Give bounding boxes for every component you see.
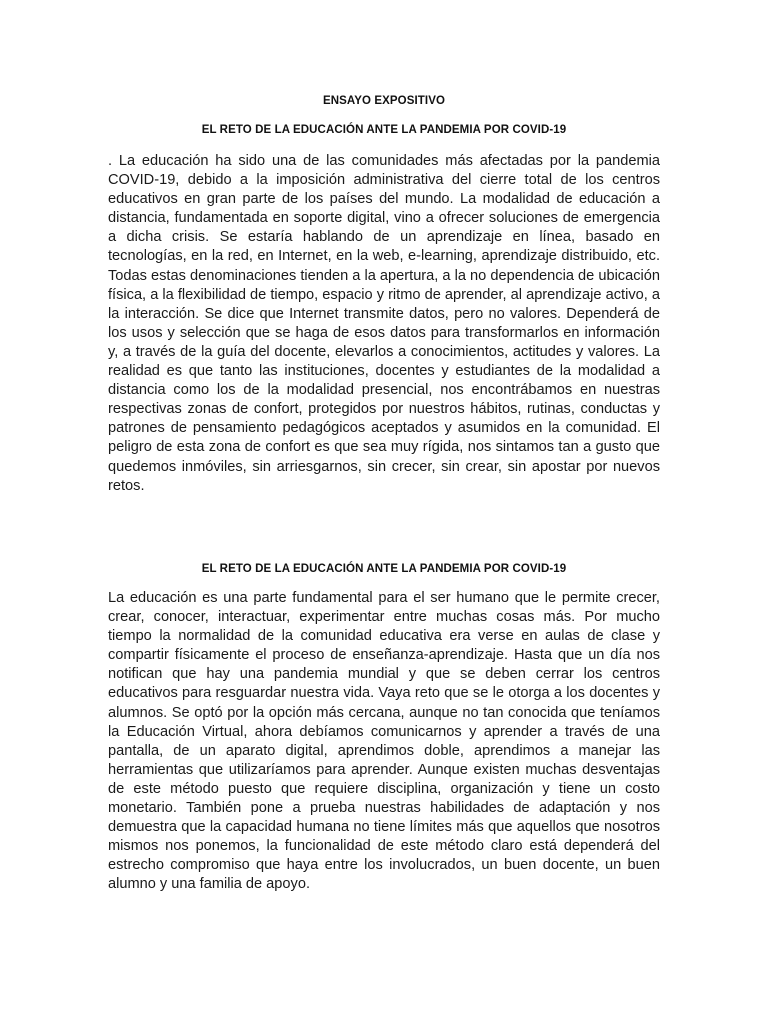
- section-1-heading: EL RETO DE LA EDUCACIÓN ANTE LA PANDEMIA POR COVID-19: [201, 124, 567, 136]
- section-2-heading: EL RETO DE LA EDUCACIÓN ANTE LA PANDEMIA POR COVID-19: [201, 563, 567, 575]
- document-title: ENSAYO EXPOSITIVO: [322, 95, 446, 107]
- section-2-paragraph: La educación es una parte fundamental para el ser humano que le permite crecer, crear, conocer, interactuar, experimentar entre muchas cosas más. Por mucho tiempo la normalidad de la comunidad educativa era verse en aulas de clase y compartir físicamente el proceso de enseñanza-aprendizaje. Hasta que un día nos notifican que hay una pandemia mundial y que se deben cerrar los centros educativos para resguardar nuestra vida. Vaya reto que se le otorga a los docentes y alumnos. Se optó por la opción más cercana, aunque no tan conocida que teníamos la Educación Virtual, ahora debíamos comunicarnos y aprender a través de una pantalla, de un aparato digital, aprendimos doble, aprendimos a manejar las herramientas que utilizaríamos para aprender. Aunque existen muchas desventajas de este método puesto que requiere disciplina, organización y tiene un costo monetario. También pone a prueba nuestras habilidades de adaptación y nos demuestra que la capacidad humana no tiene límites más que aquellos que nosotros mismos nos ponemos, la funcionalidad de este método claro está dependerá del estrecho compromiso que haya entre los involucrados, un buen docente, un buen alumno y una familia de apoyo.: [108, 590, 660, 893]
- section-1-paragraph: . La educación ha sido una de las comunidades más afectadas por la pandemia COVID-19, debido a la imposición administrativa del cierre total de los centros educativos en gran parte de los países del mundo. La modalidad de educación a distancia, fundamentada en soporte digital, vino a ofrecer soluciones de emergencia a dicha crisis. Se estaría hablando de un aprendizaje en línea, basado en tecnologías, en la red, en Internet, en la web, e-learning, aprendizaje distribuido, etc. Todas estas denominaciones tienden a la apertura, a la no dependencia de ubicación física, a la flexibilidad de tiempo, espacio y ritmo de aprender, al aprendizaje activo, a la interacción. Se dice que Internet transmite datos, pero no valores. Dependerá de los usos y selección que se haga de esos datos para transformarlos en información y, a través de la guía del docente, elevarlos a conocimientos, actitudes y valores. La realidad es que tanto las instituciones, docentes y estudiantes de la modalidad a distancia como los de la modalidad presencial, nos encontrábamos en nuestras respectivas zonas de confort, protegidos por nuestros hábitos, rutinas, conductas y patrones de pensamiento pedagógicos aceptados y asumidos en la comunidad. El peligro de esta zona de confort es que sea muy rígida, nos sintamos tan a gusto que quedemos inmóviles, sin arriesgarnos, sin crecer, sin crear, sin apostar por nuevos retos.: [108, 153, 660, 494]
